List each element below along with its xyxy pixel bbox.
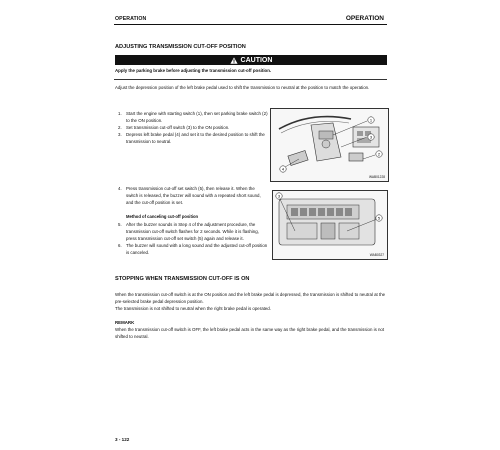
callout-5: 5: [377, 215, 381, 221]
page-number: 3 - 122: [115, 437, 130, 442]
steps-list-c: [118, 221, 268, 256]
callout-3b: 3: [277, 193, 281, 199]
header-rule: [114, 24, 387, 25]
warning-icon: [230, 57, 238, 64]
step-item: [118, 242, 268, 256]
remark-text: When the transmission cut-off switch is OFF, the left brake pedal acts in the same way as the right brake pedal, and the transmission is not shifted to neutral.: [115, 327, 385, 339]
callout-2: 2: [377, 151, 381, 157]
figure-steering-column: [270, 108, 389, 182]
caution-banner: [115, 55, 387, 65]
step-item: [118, 124, 268, 131]
section1-title: ADJUSTING TRANSMISSION CUT-OFF POSITION: [115, 44, 246, 50]
switch-panel-illustration: [273, 191, 387, 259]
step-text: Start the engine with starting switch (1), then set parking brake switch (2) to the ON position.: [126, 111, 268, 123]
step-item: [118, 110, 268, 124]
section2-title: STOPPING WHEN TRANSMISSION CUT-OFF IS ON: [115, 276, 250, 282]
step-number: 1.: [118, 111, 122, 116]
steering-column-illustration: [271, 109, 388, 181]
callout-4: 4: [281, 166, 285, 172]
caution-text: Apply the parking brake before adjusting the transmission cut-off position.: [115, 68, 272, 73]
steps-list-a: [118, 110, 268, 145]
step-item: [118, 131, 268, 145]
caution-rule: [114, 79, 387, 80]
figure2-code: WAB0327: [369, 253, 384, 257]
header-right: OPERATION: [345, 15, 384, 22]
step-number: 3.: [118, 132, 122, 137]
step-number: 6.: [118, 243, 122, 248]
figure-switch-panel: [272, 190, 388, 260]
callout-1: 1: [369, 117, 373, 123]
step-number: 2.: [118, 125, 122, 130]
steps-list-b: [118, 185, 268, 206]
step-text: Set transmission cut-off switch (3) to the ON position.: [126, 125, 230, 130]
step-text: Depress left brake pedal (4) and set it to the desired position to shift the transmission to neutral.: [126, 132, 265, 144]
step-number: 4.: [118, 186, 122, 191]
intro-paragraph: Adjust the depression position of the left brake pedal used to shift the transmission to neutral at the position to match the operation.: [115, 85, 370, 90]
caution-label: CAUTION: [240, 56, 273, 64]
step-number: 5.: [118, 222, 122, 227]
figure1-code: WAB01228: [368, 175, 385, 179]
header-left: OPERATION: [115, 16, 147, 22]
step-text: Press transmission cut-off set switch (5), then release it. When the switch is released, the buzzer will sound with a repeated short sound, and the cut-off position is set.: [126, 186, 261, 205]
cancel-heading: Method of canceling cut-off position: [126, 214, 199, 219]
section2-paragraph-2: The transmission is not shifted to neutral when the right brake pedal is operated.: [115, 306, 271, 311]
section2-paragraph-1: When the transmission cut-off switch is at the ON position and the left brake pedal is depressed, the transmission is shifted to neutral at the pre-selected brake pedal depression position.: [115, 292, 386, 304]
step-item: [118, 221, 268, 242]
remark-label: REMARK: [115, 320, 135, 325]
step-text: The buzzer will sound with a long sound and the adjusted cut-off position is canceled.: [126, 243, 268, 255]
step-item: [118, 185, 268, 206]
callout-3: 3: [369, 134, 373, 140]
step-text: After the buzzer sounds in Step 4 of the adjustment procedure, the transmission cut-off switch flashes for 2 seconds. While it is flashing, press transmission cut-off set switch (5) again and release it.: [126, 222, 259, 241]
